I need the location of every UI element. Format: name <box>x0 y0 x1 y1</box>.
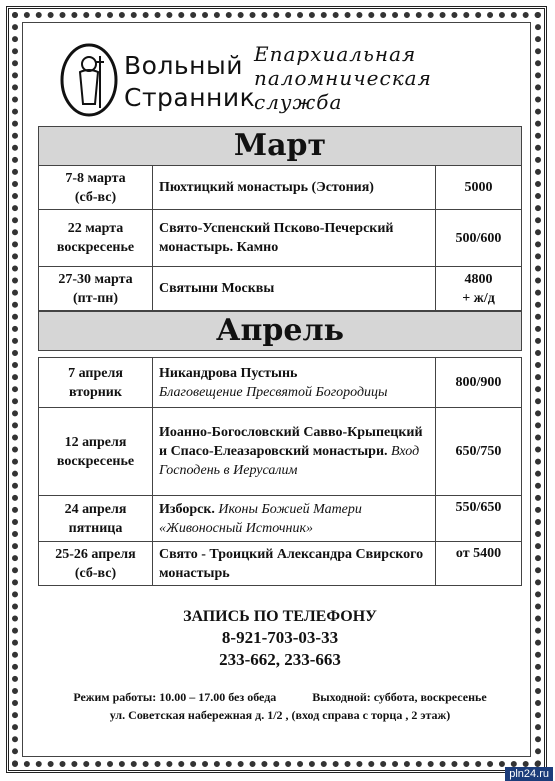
pilgrim-emblem-icon <box>58 42 120 118</box>
event-text: Святыни Москвы <box>159 281 275 296</box>
address: ул. Советская набережная д. 1/2 , (вход справа с торца , 2 этаж) <box>109 708 451 722</box>
contact-title: ЗАПИСЬ ПО ТЕЛЕФОНУ <box>183 608 377 625</box>
date-cell <box>39 542 153 586</box>
event-text: Изборск. <box>159 501 215 517</box>
table-row <box>39 358 522 408</box>
date-cell <box>39 358 153 408</box>
table-row <box>39 210 522 267</box>
month-heading-march: Март <box>38 126 522 166</box>
weekday-text: вторник <box>69 384 122 400</box>
table-row <box>39 408 522 496</box>
table-row <box>39 496 522 542</box>
logo <box>58 42 256 122</box>
event-note: Вход Господень в Иерусалим <box>159 444 420 478</box>
weekday-text: (пт-пн) <box>72 290 119 306</box>
date-text: 25-26 апреля <box>55 546 136 562</box>
event-cell <box>153 267 436 311</box>
event-note: Иконы Божией Матери «Живоносный Источник» <box>159 501 362 536</box>
table-row <box>39 267 522 311</box>
event-cell <box>153 496 436 542</box>
phone-1: 8-921-703-03-33 <box>221 628 339 647</box>
event-text: Иоанно-Богословский Савво-Крыпецкий и Спасо-Елеазаровский монастыри. <box>159 425 423 459</box>
schedule-table-april <box>38 357 522 586</box>
service-line-3: служба <box>254 90 343 114</box>
event-note: Благовещение Пресвятой Богородицы <box>159 384 388 400</box>
day-off: Выходной: суббота, воскресенье <box>312 690 487 704</box>
event-text: Свято - Троицкий Александра Свирского монастырь <box>159 546 424 581</box>
date-cell <box>39 408 153 496</box>
table-row <box>39 166 522 210</box>
table-row <box>39 542 522 586</box>
service-title <box>254 42 514 114</box>
weekday-text: пятница <box>68 520 123 536</box>
price-cell: 650/750 <box>436 408 522 496</box>
event-cell <box>153 210 436 267</box>
schedule-table-march <box>38 165 522 311</box>
weekday-text: (сб-вс) <box>74 565 117 581</box>
date-cell <box>39 496 153 542</box>
working-hours: Режим работы: 10.00 – 17.00 без обеда <box>73 690 277 704</box>
service-line-1: Епархиальная <box>254 42 417 66</box>
date-text: 12 апреля <box>64 434 127 450</box>
event-text: Никандрова Пустынь <box>159 365 298 381</box>
phone-2: 233-662, 233-663 <box>219 650 341 669</box>
weekday-text: воскресенье <box>56 453 135 469</box>
logo-line-2: Странник <box>124 83 256 112</box>
price-cell: 500/600 <box>436 210 522 267</box>
price-cell: 5000 <box>436 166 522 210</box>
footer-hours-row <box>30 690 530 705</box>
date-cell <box>39 267 153 311</box>
price-cell: 800/900 <box>436 358 522 408</box>
weekday-text: (сб-вс) <box>74 189 117 205</box>
date-text: 7 апреля <box>68 365 123 381</box>
price-cell: от 5400 <box>436 542 522 586</box>
weekday-text: воскресенье <box>56 240 135 255</box>
date-cell <box>39 166 153 210</box>
date-text: 22 марта <box>67 221 124 236</box>
service-line-2: паломническая <box>254 66 432 90</box>
date-text: 24 апреля <box>64 501 127 517</box>
date-text: 27-30 марта <box>58 271 133 287</box>
logo-text <box>124 50 255 114</box>
watermark: pln24.ru <box>505 767 553 781</box>
event-cell <box>153 542 436 586</box>
event-cell <box>153 166 436 210</box>
event-text: Свято-Успенский Псково-Печерский монастырь. Камно <box>159 221 394 255</box>
event-text: Пюхтицкий монастырь (Эстония) <box>159 180 374 195</box>
date-text: 7-8 марта <box>65 170 126 186</box>
event-cell <box>153 408 436 496</box>
price-cell: 550/650 <box>436 496 522 542</box>
price-cell: 4800 + ж/д <box>436 267 522 311</box>
date-cell <box>39 210 153 267</box>
month-heading-april: Апрель <box>38 311 522 351</box>
event-cell <box>153 358 436 408</box>
logo-line-1: Вольный <box>124 51 243 80</box>
